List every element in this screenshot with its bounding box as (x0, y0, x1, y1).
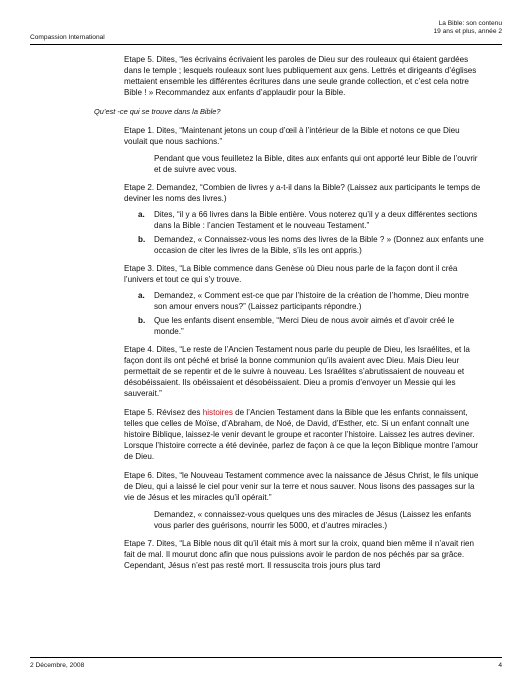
header-info (433, 20, 502, 36)
page-body (94, 54, 484, 579)
header-audience: 19 ans et plus, année 2 (433, 28, 502, 36)
step-5-writers-paragraph: Etape 5. Dites, “les écrivains écrivaient les paroles de Dieu sur des rouleaux qui étaient gardées dans le temple ; lesquels rouleaux sont lues publiquement aux gens. Lettrés et dirigeants d’églises mettaient ensemble les différentes écritures dans une seule grande collection, et c’est cela notre Bible ! » Recommandez aux enfants d’applaudir pour la Bible. (124, 55, 477, 97)
step-5-review-paragraph (124, 407, 484, 462)
step-2-paragraph: Etape 2. Demandez, “Combien de livres y a-t-il dans la Bible? (Laissez aux participants le temps de deviner les noms des livres.) (124, 183, 481, 203)
step-6-paragraph: Etape 6. Dites, “le Nouveau Testament commence avec la naissance de Jésus Christ, le fils unique de Dieu, qui a laissé le ciel pour venir sur la terre et nous sauver. Nous lisons des passages sur la vie de Jésus et les miracles qu’il opérait.” (124, 471, 479, 502)
list-item-text: Que les enfants disent ensemble, “Merci Dieu de nous avoir aimés et d’avoir créé le monde.” (154, 316, 455, 336)
step-6-instruction: Demandez, « connaissez-vous quelques uns des miracles de Jésus (Laissez les enfants vous parler des guérisons, nourrir les 5000, et d’autres miracles.) (154, 510, 472, 530)
list-item (124, 290, 484, 312)
step-7-paragraph: Etape 7. Dites, “La Bible nous dit qu’il était mis à mort sur la croix, quand bien même il n’avait rien fait de mal. Il mourut donc afin que nous puissions avoir le pardon de nos péchés par sa grâce. Cependant, Jésus n’est pas resté mort. Il ressuscita trois jours plus tard (124, 539, 474, 570)
list-item (124, 209, 484, 231)
header-org: Compassion International (30, 34, 105, 41)
section-subheading: Qu’est -ce qui se trouve dans la Bible? (94, 107, 221, 116)
header-doc-title: La Bible: son contenu (438, 20, 502, 27)
footer-date: 2 Décembre, 2008 (30, 662, 85, 669)
list-marker: b. (138, 235, 146, 244)
step-4-paragraph: Etape 4. Dites, “Le reste de l’Ancien Testament nous parle du peuple de Dieu, les Israélites, et la façon dont ils ont péché et brisé la bonne communion qu’ils avaient avec Dieu. Mais Dieu leur permettait de se repentir et de le suivre à nouveau. Les Israélites s’abrutissaient de nouveau et désobéissaient. Ils obéissaient et désobéissaient. Dieu a promis d’envoyer un Messie qui les sauverait.” (124, 345, 470, 398)
list-marker: a. (138, 291, 145, 300)
step-5-text-after: de l’Ancien Testament dans la Bible que les enfants connaissent, telles que celles de Moïse, d’Abraham, de Noé, de David, d’Esther, etc. Si un enfant connaît une histoire Biblique, laissez-le venir devant le groupe et raconter l’histoire. Laissez les autres deviner. Lorsque l’histoire correcte a été devinée, parlez de façon à ce que la leçon Biblique montre l’amour de Dieu. (124, 408, 479, 461)
list-item-text: Demandez, « Comment est-ce que par l’histoire de la création de l’homme, Dieu montre son amour envers nous?” (Laissez participants répondre.) (154, 291, 469, 311)
histoires-link[interactable]: histoires (202, 408, 233, 417)
step-1-instruction: Pendant que vous feuilletez la Bible, dites aux enfants qui ont apporté leur Bible de l’ouvrir et de suivre avec vous. (154, 154, 478, 174)
list-item (124, 315, 484, 337)
list-item (124, 234, 484, 256)
list-marker: a. (138, 210, 145, 219)
footer-rule (30, 657, 502, 658)
step-3-paragraph: Etape 3. Dites, “La Bible commence dans Genèse où Dieu nous parle de la façon dont il créa l’univers et tout ce qui s’y trouve. (124, 264, 458, 284)
step-3-list (124, 290, 484, 337)
list-item-text: Dites, “il y a 66 livres dans la Bible entière. Vous noterez qu’il y a deux différentes sections dans la Bible : l’ancien Testament et le nouveau Testament.” (154, 210, 478, 230)
page-number: 4 (498, 662, 502, 669)
step-2-list (124, 209, 484, 256)
step-5-text-before: Etape 5. Révisez des (124, 408, 203, 417)
step-1-paragraph: Etape 1. Dites, “Maintenant jetons un coup d’œil à l’intérieur de la Bible et notons ce que Dieu voulait que nous sachions.” (124, 126, 460, 146)
header-rule (30, 44, 502, 45)
list-item-text: Demandez, « Connaissez-vous les noms des livres de la Bible ? » (Donnez aux enfants une occasion de citer les livres de la Bible, s’ils les ont appris.) (154, 235, 484, 255)
list-marker: b. (138, 316, 146, 325)
